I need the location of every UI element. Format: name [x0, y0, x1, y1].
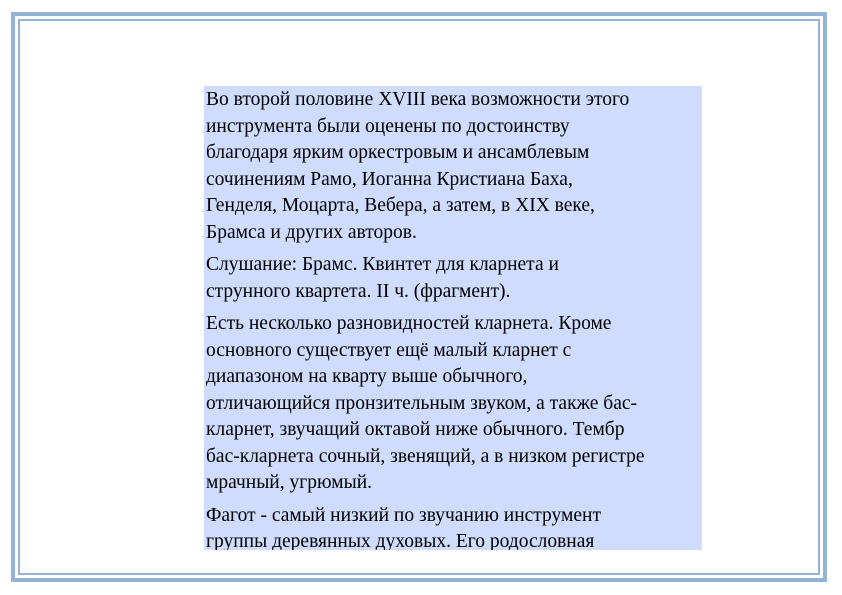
paragraph-bassoon: Фагот - самый низкий по звучанию инструмент группы деревянных духовых. Его родословная	[206, 504, 601, 550]
paragraph-clarinet-history: Во второй половине XVIII века возможности этого инструмента были оценены по достоинству благодаря ярким оркестровым и ансамблевым сочинениям Рамо, Иоганна Кристиана Баха, Генделя, Моцарта, Вебера, а затем, в XIX веке, Брамса и других авторов.	[206, 89, 630, 243]
paragraph-clarinet-varieties: Есть несколько разновидностей кларнета. Кроме основного существует ещё малый кларнет с диапазоном на кварту выше обычного, отличающийся пронзительным звуком, а также бас- кларнет, звучащий октавой ниже обычного. Тембр бас-кларнета сочный, звенящий, а в низком регистре мрачный, угрюмый.	[206, 313, 645, 493]
text-box	[204, 86, 702, 550]
paragraph-listening-brahms: Слушание: Брамс. Квинтет для кларнета и струнного квартета. II ч. (фрагмент).	[206, 254, 559, 302]
